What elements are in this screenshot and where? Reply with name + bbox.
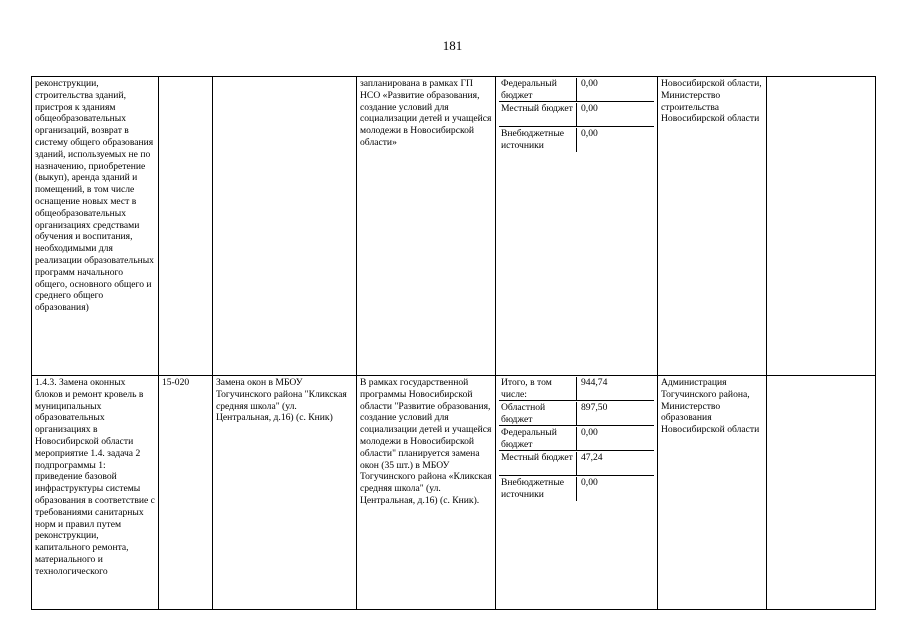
finance-source-label: Внебюджетные источники (499, 477, 577, 501)
finance-line (499, 427, 654, 451)
finance-amount: 0,00 (581, 477, 598, 488)
code-cell (159, 77, 213, 376)
page-number: 181 (442, 38, 463, 53)
note-cell: запланирована в рамках ГП НСО «Развитие образования, создание условий для социализации детей и учащейся молодежи в Новосибирской области» (357, 77, 496, 376)
finance-amount: 0,00 (577, 78, 654, 102)
finance-line (499, 377, 654, 401)
measure-cell: 1.4.3. Замена оконных блоков и ремонт кровель в муниципальных образовательных организациях в Новосибирской области мероприятие 1.4. задача 2 подпрограммы 1: приведение базовой инфраструктуры системы образования в соответствие с требованиями санитарных норм и правил путем реконструкции, капитального ремонта, материального и технологического (32, 376, 159, 610)
finance-source-label: Итого, в том числе: (499, 377, 577, 401)
finance-cell (496, 77, 658, 376)
finance-source-label: Местный бюджет (499, 452, 577, 476)
finance-cell (496, 376, 658, 610)
finance-line (499, 477, 654, 501)
measure-cell: реконструкции, строительства зданий, пристроя к зданиям общеобразовательных организаций, возврат в систему общего образования зданий, используемых не по назначению, приобретение (выкуп), аренда зданий и помещений, в том числе оснащение новых мест в общеобразовательных организациях средствами обучения и воспитания, необходимыми для реализации образовательных программ начального общего, основного общего и среднего общего образования) (32, 77, 159, 376)
finance-amount: 0,00 (581, 128, 598, 139)
finance-amount: 47,24 (577, 452, 654, 476)
finance-source-label: Федеральный бюджет (499, 427, 577, 451)
extra-cell (767, 77, 876, 376)
table-row (32, 376, 876, 610)
note-cell: В рамках государственной программы Новосибирской области "Развитие образования, создание условий для социализации детей и учащейся молодежи в Новосибирской области" планируется замена окон (35 шт.) в МБОУ Тогучинского района «Кликская средняя школа" (ул. Центральная, д.16) (с. Кник). (357, 376, 496, 610)
finance-source-label: Местный бюджет (499, 103, 577, 127)
finance-source-label: Областной бюджет (499, 402, 577, 426)
finance-amount: 0,00 (577, 427, 654, 451)
finance-line (499, 452, 654, 476)
table-row (32, 77, 876, 376)
finance-line (499, 402, 654, 426)
finance-line (499, 78, 654, 102)
object-cell (213, 77, 357, 376)
finance-line (499, 103, 654, 127)
code-cell: 15-020 (159, 376, 213, 610)
finance-source-label: Федеральный бюджет (499, 78, 577, 102)
object-cell: Замена окон в МБОУ Тогучинского района "Кликская средняя школа" (ул. Центральная, д.16) (с. Кник) (213, 376, 357, 610)
finance-source-label: Внебюджетные источники (499, 128, 577, 152)
finance-amount: 944,74 (577, 377, 654, 401)
finance-amount: 0,00 (577, 103, 654, 127)
executor-cell: Администрация Тогучинского района, Министерство образования Новосибирской области (658, 376, 767, 610)
finance-amount: 897,50 (577, 402, 654, 426)
executor-cell: Новосибирской области, Министерство строительства Новосибирской области (658, 77, 767, 376)
extra-cell (767, 376, 876, 610)
program-table (31, 76, 876, 610)
finance-line (499, 128, 654, 152)
